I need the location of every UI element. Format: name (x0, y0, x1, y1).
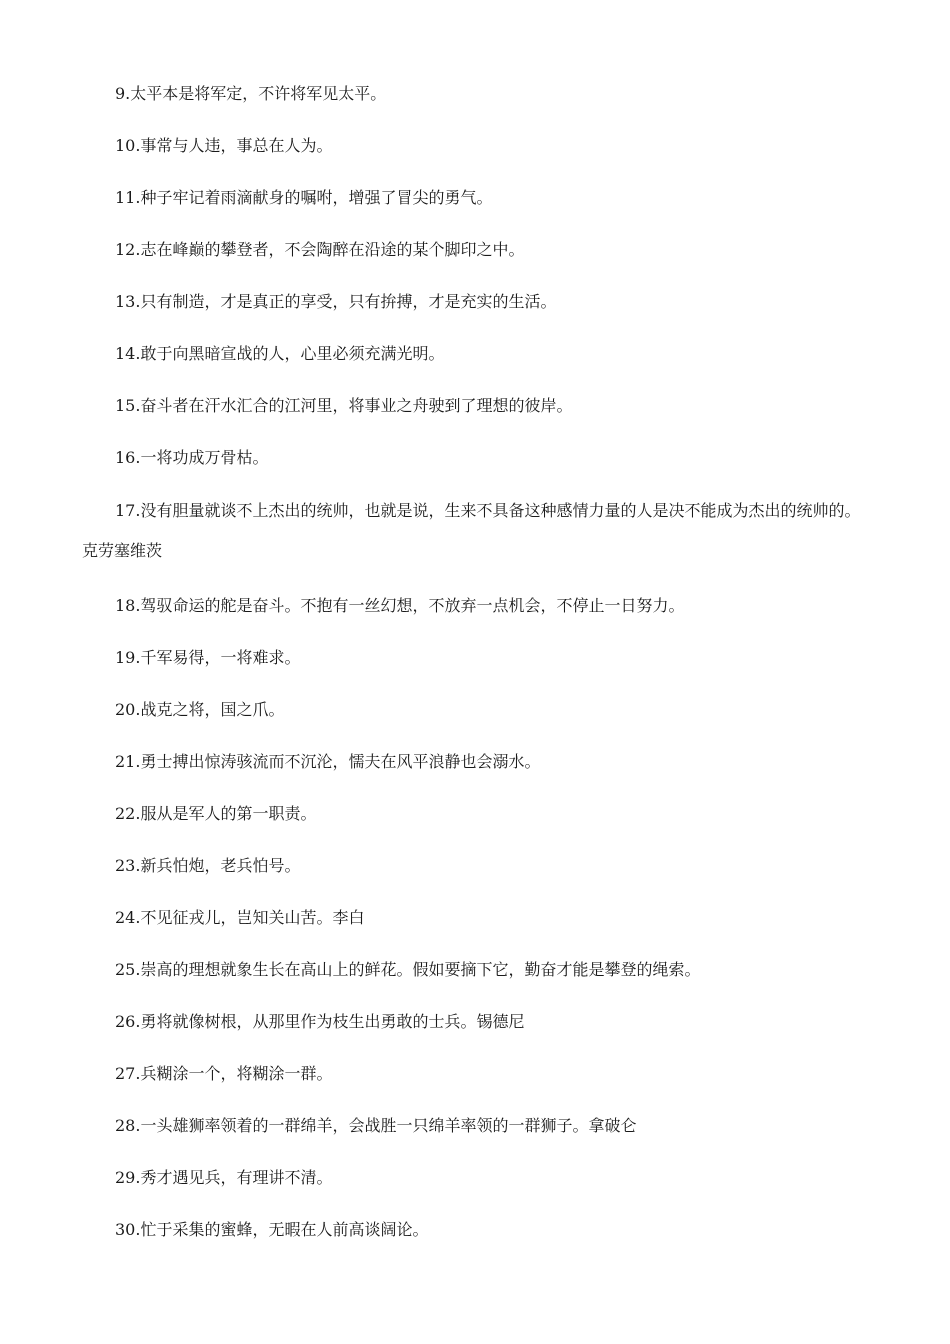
quote-item: 10.事常与人违，事总在人为。 (115, 136, 333, 155)
quote-item: 27.兵糊涂一个，将糊涂一群。 (115, 1064, 333, 1083)
quote-item: 28.一头雄狮率领着的一群绵羊，会战胜一只绵羊率领的一群狮子。拿破仑 (115, 1116, 637, 1135)
quote-item: 18.驾驭命运的舵是奋斗。不抱有一丝幻想，不放弃一点机会，不停止一日努力。 (115, 596, 685, 615)
quote-item: 13.只有制造，才是真正的享受，只有拚搏，才是充实的生活。 (115, 292, 557, 311)
quote-item: 30.忙于采集的蜜蜂，无暇在人前高谈阔论。 (115, 1220, 429, 1239)
quote-item: 26.勇将就像树根，从那里作为枝生出勇敢的士兵。锡德尼 (115, 1012, 525, 1031)
quote-item: 9.太平本是将军定，不许将军见太平。 (115, 84, 387, 103)
quote-item: 15.奋斗者在汗水汇合的江河里，将事业之舟驶到了理想的彼岸。 (115, 396, 573, 415)
quote-item: 22.服从是军人的第一职责。 (115, 804, 317, 823)
quote-item: 11.种子牢记着雨滴献身的嘱咐，增强了冒尖的勇气。 (115, 188, 493, 207)
quote-item: 21.勇士搏出惊涛骇流而不沉沦，懦夫在风平浪静也会溺水。 (115, 752, 541, 771)
quote-item: 12.志在峰巅的攀登者，不会陶醉在沿途的某个脚印之中。 (115, 240, 525, 259)
quote-item: 19.千军易得，一将难求。 (115, 648, 301, 667)
quote-item: 17.没有胆量就谈不上杰出的统帅，也就是说，生来不具备这种感情力量的人是决不能成为杰出的统帅的。克劳塞维茨 (82, 501, 861, 560)
quote-item: 14.敢于向黑暗宣战的人，心里必须充满光明。 (115, 344, 445, 363)
quote-item: 29.秀才遇见兵，有理讲不清。 (115, 1168, 333, 1187)
quote-item: 16.一将功成万骨枯。 (115, 448, 269, 467)
quote-item: 24.不见征戎儿，岂知关山苦。李白 (115, 908, 365, 927)
quote-item: 23.新兵怕炮，老兵怕号。 (115, 856, 301, 875)
quote-item: 25.崇高的理想就象生长在高山上的鲜花。假如要摘下它，勤奋才能是攀登的绳索。 (115, 960, 701, 979)
quote-item: 20.战克之将，国之爪。 (115, 700, 285, 719)
